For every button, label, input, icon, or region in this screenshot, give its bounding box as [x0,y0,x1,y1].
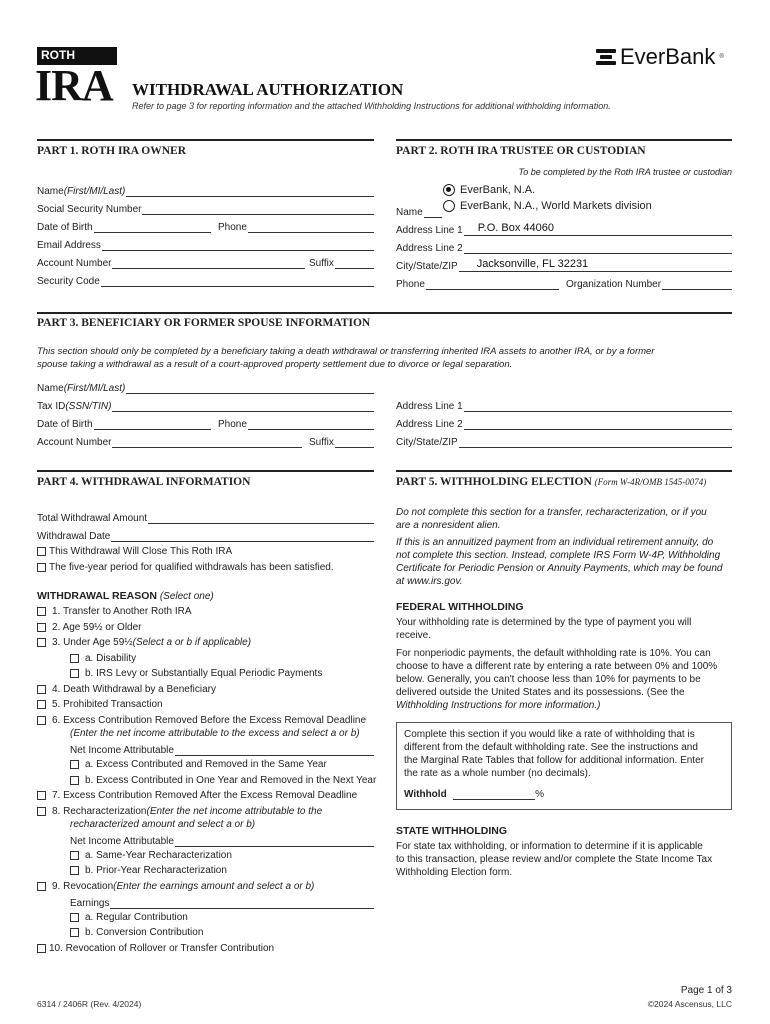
reason-9-hint: (Enter the earnings amount and select a or b) [113,881,315,892]
part3-intro-line1: This section should only be completed by a beneficiary taking a death withdrawal or transferring inherited IRA assets to another IRA, or by a former [37,346,655,357]
beneficiary-phone-label: Phone [218,419,247,430]
reason-8a-checkbox[interactable] [70,850,232,861]
custodian-phone-field[interactable] [396,276,559,290]
custodian-option-everbank[interactable] [443,184,535,196]
reason-8-checkbox[interactable] [37,806,322,817]
form-number: 6314 / 2406R (Rev. 4/2024) [37,999,142,1009]
reason-label: a. Excess Contributed and Removed in the Same Year [85,759,327,770]
reason-label: b. Prior-Year Recharacterization [85,865,227,876]
owner-security-code-label: Security Code [37,276,100,287]
owner-email-field[interactable] [37,237,374,251]
part1-title: PART 1. ROTH IRA OWNER [37,145,187,157]
checkbox-icon[interactable] [70,669,79,678]
beneficiary-suffix-label: Suffix [309,437,334,448]
beneficiary-name-hint: (First/MI/Last) [63,383,126,394]
reason-label: 6. Excess Contribution Removed Before the Excess Removal Deadline [52,715,367,726]
checkbox-icon[interactable] [37,882,46,891]
part1-rule [37,139,374,141]
owner-email-label: Email Address [37,240,101,251]
page-number: Page 1 of 3 [680,985,732,996]
withholding-box-line3: the Marginal Rate Tables that follow for additional information. Enter [404,755,704,766]
document-subtitle: Refer to page 3 for reporting information and the attached Withholding Instructions for additional withholding information. [132,101,611,111]
earnings-label: Earnings [70,898,110,909]
reason-label: 5. Prohibited Transaction [52,699,163,710]
net-income-label: Net Income Attributable [70,836,174,847]
custodian-name-label: Name [396,207,423,218]
owner-ssn-field[interactable] [37,201,374,215]
document-title: WITHDRAWAL AUTHORIZATION [132,80,404,99]
owner-suffix-label: Suffix [309,258,334,269]
owner-account-field[interactable] [37,255,305,269]
checkbox-icon[interactable] [70,851,79,860]
owner-dob-label: Date of Birth [37,222,93,233]
checkbox-icon[interactable] [70,776,79,785]
logo-trademark: ® [719,54,724,60]
withholding-box-line4: the rate as a whole number (no decimals). [404,768,591,779]
reason-6-hint: (Enter the net income attributable to the excess and select a or b) [70,728,360,739]
checkbox-icon[interactable] [37,623,46,632]
reason-label: a. Regular Contribution [85,912,188,923]
reason-label: 9. Revocation [52,881,114,892]
custodian-address2-field[interactable] [396,240,732,254]
part4-rule [37,470,374,472]
copyright: ©2024 Ascensus, LLC [647,999,732,1009]
part5-exclusion-line1: Do not complete this section for a transfer, recharacterization, or if you [396,507,707,518]
custodian-city-field[interactable] [396,258,732,272]
owner-phone-field[interactable] [218,219,374,233]
part2-title: PART 2. ROTH IRA TRUSTEE OR CUSTODIAN [396,145,646,157]
custodian-address1-label: Address Line 1 [396,225,463,236]
custodian-option-label: EverBank, N.A. [460,184,536,196]
reason-label: 7. Excess Contribution Removed After the Excess Removal Deadline [52,790,358,801]
everbank-logo [596,44,724,70]
withdrawal-reason-note: (Select one) [159,591,214,602]
part5-annuity-line4: at www.irs.gov. [396,576,463,587]
withhold-percent-field[interactable] [404,786,544,800]
reason-8b-checkbox[interactable] [70,865,227,876]
beneficiary-address2-label: Address Line 2 [396,419,463,430]
beneficiary-taxid-hint: (SSN/TIN) [65,401,112,412]
beneficiary-city-label: City/State/ZIP [396,437,458,448]
state-text-2: to this transaction, please review and/or complete the State Income Tax [396,854,713,865]
state-text-1: For state tax withholding, or information to determine if it is applicable [396,841,703,852]
checkbox-icon[interactable] [37,944,46,953]
part3-title: PART 3. BENEFICIARY OR FORMER SPOUSE INFORMATION [37,317,371,329]
ira-heading: IRA [35,61,113,110]
reason-3-checkbox[interactable] [37,637,251,648]
checkbox-icon[interactable] [37,563,46,572]
reason-9-checkbox[interactable] [37,881,314,892]
federal-text-2b: choose to have a different rate by entering a rate between 0% and 100% [396,661,718,672]
part5-annuity-line3: Certificate for Periodic Pension or Annuity Payments, which may be found [396,563,723,574]
beneficiary-address2-field[interactable] [396,416,732,430]
reason-9-earnings-field[interactable] [70,895,374,909]
owner-account-label: Account Number [37,258,112,269]
withdrawal-reason-title: WITHDRAWAL REASON [37,590,157,602]
reason-8-hint-2: recharacterized amount and select a or b) [70,819,256,830]
reason-label: 3. Under Age 59½ [52,637,133,648]
total-withdrawal-amount-field[interactable] [37,510,374,524]
owner-security-code-field[interactable] [37,273,374,287]
beneficiary-account-label: Account Number [37,437,112,448]
total-withdrawal-amount-label: Total Withdrawal Amount [37,513,148,524]
organization-number-label: Organization Number [566,279,662,290]
part5-annuity-line2 [396,549,720,563]
checkbox-icon[interactable] [70,866,79,875]
withdrawal-date-label: Withdrawal Date [37,531,111,542]
part5-exclusion-line2: are a nonresident alien. [396,520,501,531]
roth-badge: ROTH [37,47,117,65]
organization-number-field[interactable] [566,276,732,290]
reason-9a-checkbox[interactable] [70,912,188,923]
reason-6-checkbox[interactable] [37,715,366,726]
reason-label: 4. Death Withdrawal by a Beneficiary [52,684,216,695]
reason-4-checkbox[interactable] [37,684,216,695]
custodian-address1-field[interactable] [396,222,732,236]
five-year-label: The five-year period for qualified withdrawals has been satisfied. [49,562,334,573]
reason-label: a. Same-Year Recharacterization [85,850,232,861]
federal-text-2c: below. Generally, you can't choose less than 10% for payments to be [396,674,701,685]
radio-selected-icon[interactable] [443,184,455,196]
checkbox-icon[interactable] [37,685,46,694]
reason-3b-checkbox[interactable] [70,668,322,679]
beneficiary-dob-label: Date of Birth [37,419,93,430]
reason-label: 10. Revocation of Rollover or Transfer Contribution [49,943,275,954]
owner-name-label: Name [37,186,64,197]
owner-name-hint: (First/MI/Last) [63,186,126,197]
withholding-box-line1: Complete this section if you would like a rate of withholding that is [404,729,695,740]
state-withholding-heading: STATE WITHHOLDING [396,825,508,837]
reason-6a-checkbox[interactable] [70,759,327,770]
federal-text-2e: Withholding Instructions for more information.) [396,700,601,711]
reason-label: b. Conversion Contribution [85,927,204,938]
custodian-city-label: City/State/ZIP [396,261,458,272]
beneficiary-suffix-field[interactable] [309,434,374,448]
part5-rule [396,470,732,472]
federal-text-1b: receive. [396,630,432,641]
beneficiary-phone-field[interactable] [218,416,374,430]
beneficiary-name-field[interactable] [37,380,374,394]
custodian-city-value: Jacksonville, FL 32231 [476,258,589,270]
federal-withholding-heading: FEDERAL WITHHOLDING [396,601,524,613]
reason-1-checkbox[interactable] [37,606,192,617]
beneficiary-dob-field[interactable] [37,416,211,430]
close-roth-ira-checkbox[interactable] [37,546,232,557]
owner-dob-field[interactable] [37,219,211,233]
reason-10-checkbox[interactable] [37,943,274,954]
custodian-phone-label: Phone [396,279,425,290]
reason-label: b. Excess Contributed in One Year and Removed in the Next Year [85,775,377,786]
reason-8-hint-1: (Enter the net income attributable to the [146,806,323,817]
net-income-label: Net Income Attributable [70,745,174,756]
reason-label: a. Disability [85,653,137,664]
custodian-name-field [396,204,442,218]
percent-sign: % [535,789,544,800]
reason-6b-checkbox[interactable] [70,775,376,786]
withhold-label: Withhold [404,789,447,800]
beneficiary-account-field[interactable] [37,434,302,448]
reason-9b-checkbox[interactable] [70,927,203,938]
owner-phone-label: Phone [218,222,247,233]
custodian-address2-label: Address Line 2 [396,243,463,254]
checkbox-icon[interactable] [70,760,79,769]
owner-ssn-label: Social Security Number [37,204,142,215]
withdrawal-date-field[interactable] [37,528,374,542]
reason-label: 2. Age 59½ or Older [52,622,142,633]
part2-rule [396,139,732,141]
checkbox-icon[interactable] [70,913,79,922]
beneficiary-address1-label: Address Line 1 [396,401,463,412]
checkbox-icon[interactable] [37,791,46,800]
part5-form-reference: (Form W-4R/OMB 1545-0074) [594,477,707,487]
reason-3-hint: (Select a or b if applicable) [132,637,252,648]
beneficiary-city-field[interactable] [396,434,732,448]
part3-rule [37,312,732,314]
part5-annuity-line2-text: not complete this section. Instead, complete IRS Form W-4P, Withholding [396,550,721,561]
custodian-address1-value: P.O. Box 44060 [477,222,554,234]
state-text-3: Withholding Election form. [396,867,513,878]
reason-5-checkbox[interactable] [37,699,163,710]
checkbox-icon[interactable] [37,607,46,616]
beneficiary-address1-field[interactable] [396,398,732,412]
everbank-logo-icon [596,48,616,66]
part5-title [396,476,706,488]
beneficiary-taxid-label: Tax ID [37,401,66,412]
five-year-checkbox[interactable] [37,562,334,573]
checkbox-icon[interactable] [70,928,79,937]
federal-text-2a: For nonperiodic payments, the default withholding rate is 10%. You can [396,648,711,659]
part3-intro-line2: spouse taking a withdrawal as a result of a court-approved property settlement due to divorce or legal separation. [37,359,513,370]
checkbox-icon[interactable] [37,700,46,709]
checkbox-icon[interactable] [37,638,46,647]
radio-unselected-icon[interactable] [443,200,455,212]
checkbox-icon[interactable] [37,716,46,725]
reason-6-net-income-field[interactable] [70,742,374,756]
reason-label: 8. Recharacterization [52,806,147,817]
custodian-option-label: EverBank, N.A., World Markets division [460,200,652,212]
federal-text-2d: delivered outside the United States and its possessions. (See the [396,687,685,698]
checkbox-icon[interactable] [70,654,79,663]
checkbox-icon[interactable] [37,547,46,556]
reason-7-checkbox[interactable] [37,790,357,801]
checkbox-icon[interactable] [37,807,46,816]
withdrawal-reason-heading [37,590,214,602]
part5-annuity-line1: If this is an annuitized payment from an individual retirement annuity, do [396,537,714,548]
reason-3a-checkbox[interactable] [70,653,136,664]
reason-2-checkbox[interactable] [37,622,142,633]
owner-suffix-field[interactable] [309,255,374,269]
reason-label: 1. Transfer to Another Roth IRA [52,606,192,617]
reason-label: b. IRS Levy or Substantially Equal Periodic Payments [85,668,323,679]
beneficiary-name-label: Name [37,383,64,394]
reason-8-net-income-field[interactable] [70,833,374,847]
federal-text-1a: Your withholding rate is determined by the type of payment you will [396,617,692,628]
custodian-option-world-markets[interactable] [443,200,652,212]
part5-title-text: PART 5. WITHHOLDING ELECTION [396,476,595,488]
logo-text: EverBank [620,44,716,69]
part2-note: To be completed by the Roth IRA trustee or custodian [518,167,732,177]
withholding-box-line2: different from the default withholding rate. See the instructions and [404,742,698,753]
owner-name-field[interactable] [37,183,374,197]
close-roth-ira-label: This Withdrawal Will Close This Roth IRA [49,546,233,557]
beneficiary-taxid-field[interactable] [37,398,374,412]
part4-title: PART 4. WITHDRAWAL INFORMATION [37,476,251,488]
